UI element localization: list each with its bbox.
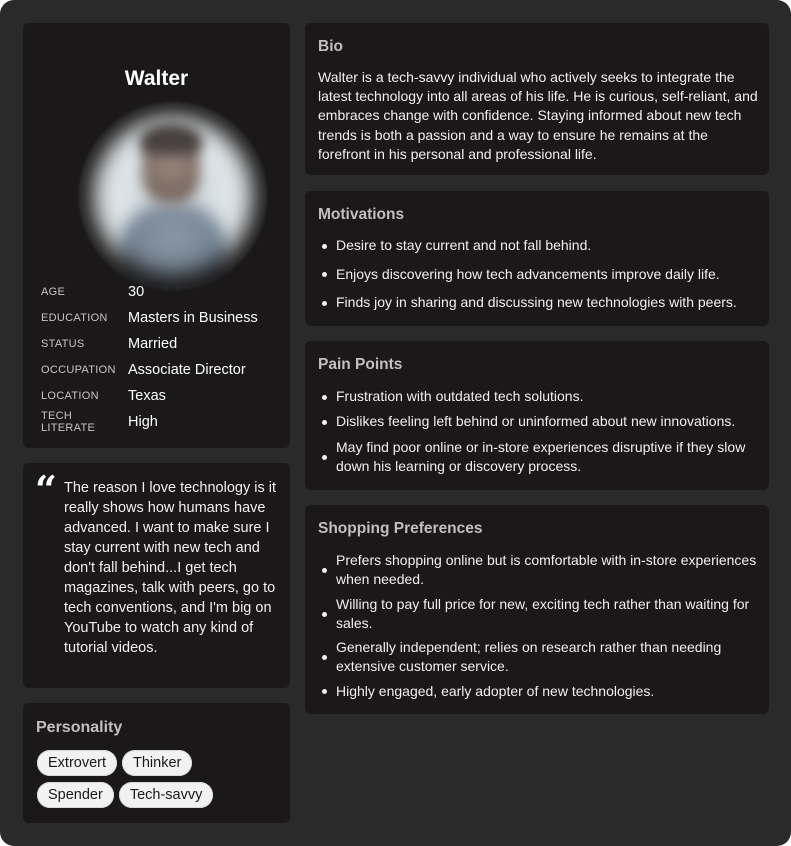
quote-text: The reason I love technology is it really shows how humans have advanced. I want to make sure I stay current with new tech and don't fall behind...I get tech magazines, talk with peers, go to tech conventions, and I'm big on YouTube to watch any kind of tutorial videos. [64, 480, 276, 656]
pain-points-list [319, 387, 759, 476]
attribute-location [41, 383, 281, 409]
attribute-label: STATUS [41, 338, 85, 350]
pain-points-card [305, 341, 769, 490]
attribute-education [41, 305, 281, 331]
bio-card [305, 23, 769, 175]
list-item: Desire to stay current and not fall behind. [319, 236, 759, 255]
list-item: May find poor online or in-store experiences disruptive if they slow down his learning or discovery process. [319, 438, 759, 476]
attribute-value: Masters in Business [128, 310, 258, 326]
tag-extrovert: Extrovert [37, 750, 117, 776]
tag-thinker: Thinker [122, 750, 192, 776]
shopping-preferences-title: Shopping Preferences [318, 520, 483, 537]
attribute-label: EDUCATION [41, 312, 108, 324]
attribute-label: OCCUPATION [41, 364, 116, 376]
attribute-age [41, 279, 281, 305]
attribute-occupation [41, 357, 281, 383]
avatar [80, 103, 266, 289]
bio-text: Walter is a tech-savvy individual who actively seeks to integrate the latest technology into all areas of his life. He is curious, self-reliant, and embraces change with confidence. Staying informed about new tech trends is both a passion and a way to ensure he remains at the forefront in his personal and professional life. [318, 69, 758, 162]
list-item: Generally independent; relies on research rather than needing extensive customer service. [319, 638, 759, 676]
motivations-card [305, 191, 769, 326]
attribute-value: 30 [128, 284, 145, 300]
list-item: Frustration with outdated tech solutions. [319, 387, 759, 406]
quote-card [23, 463, 290, 688]
attribute-value: Associate Director [128, 362, 246, 378]
persona-name: Walter [124, 67, 189, 90]
attributes-list [41, 279, 281, 435]
personality-card [23, 703, 290, 823]
personality-tags [37, 750, 287, 814]
attribute-value: Texas [128, 388, 166, 404]
attribute-tech-literate [41, 409, 281, 435]
list-item: Finds joy in sharing and discussing new technologies with peers. [319, 293, 759, 312]
attribute-status [41, 331, 281, 357]
list-item: Highly engaged, early adopter of new technologies. [319, 682, 759, 701]
attribute-label: TECH LITERATE [41, 410, 96, 434]
shopping-preferences-card [305, 505, 769, 714]
attribute-value: High [128, 414, 158, 430]
profile-card [23, 23, 290, 448]
list-item: Dislikes feeling left behind or uninformed about new innovations. [319, 412, 759, 431]
list-item: Willing to pay full price for new, exciting tech rather than waiting for sales. [319, 595, 759, 633]
attribute-value: Married [128, 336, 178, 352]
attribute-label: LOCATION [41, 390, 99, 402]
personality-title: Personality [36, 719, 123, 736]
quote-icon: “ [35, 467, 57, 512]
motivations-title: Motivations [318, 206, 405, 223]
list-item: Prefers shopping online but is comfortable with in-store experiences when needed. [319, 551, 759, 589]
shopping-preferences-list [319, 551, 759, 706]
pain-points-title: Pain Points [318, 356, 403, 373]
motivations-list [319, 236, 759, 322]
tag-tech-savvy: Tech-savvy [119, 782, 214, 808]
attribute-label: AGE [41, 286, 66, 298]
list-item: Enjoys discovering how tech advancements improve daily life. [319, 265, 759, 284]
bio-title: Bio [318, 38, 343, 55]
tag-spender: Spender [37, 782, 114, 808]
